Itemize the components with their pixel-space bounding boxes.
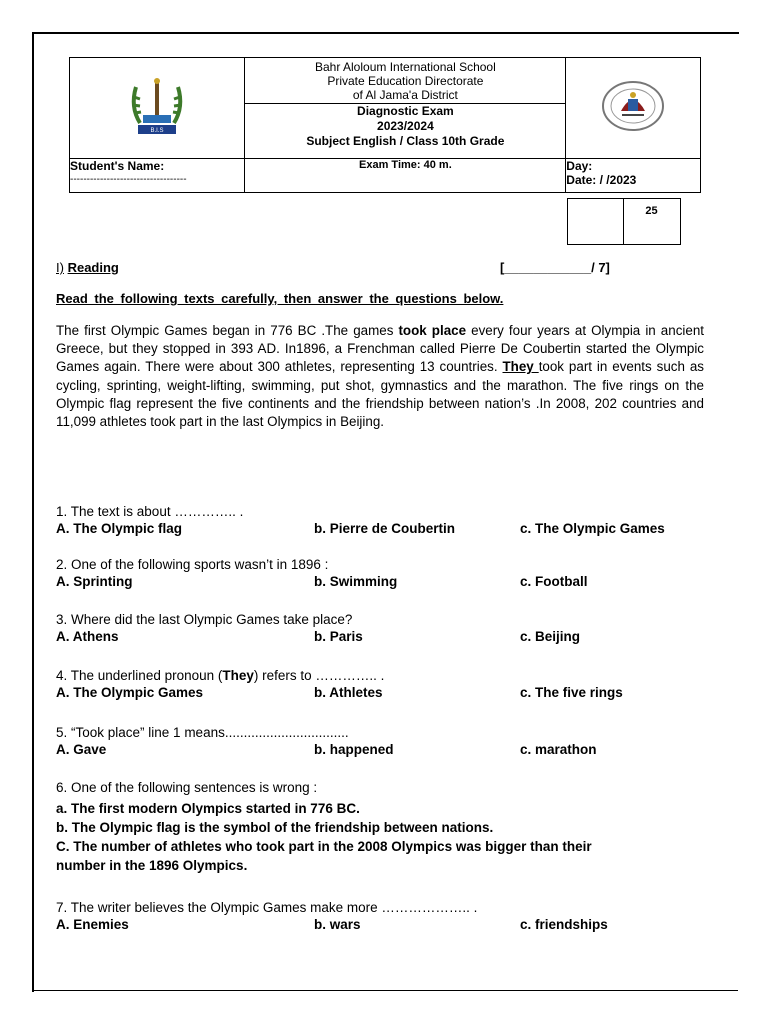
option-c[interactable]: c. The Olympic Games <box>520 521 665 536</box>
student-name-label: Student's Name: <box>70 159 165 173</box>
question-7 <box>56 899 716 935</box>
question-stem: 1. The text is about ………….. . <box>56 504 244 519</box>
question-1 <box>56 503 716 539</box>
option-c[interactable]: c. The five rings <box>520 685 623 700</box>
section-heading <box>56 260 119 275</box>
option-b[interactable]: b. Swimming <box>314 574 398 589</box>
option-c[interactable]: c. Football <box>520 574 588 589</box>
district: of Al Jama'a District <box>352 88 458 102</box>
exam-title: Diagnostic Exam <box>357 104 454 118</box>
section-number: I) <box>56 260 64 275</box>
option-a[interactable]: A. Athens <box>56 629 119 644</box>
option-a[interactable]: A. Enemies <box>56 917 129 932</box>
option-c[interactable]: c. friendships <box>520 917 608 932</box>
option-c-line-1[interactable]: C. The number of athletes who took part in the 2008 Olympics was bigger than their <box>56 839 592 854</box>
question-2 <box>56 556 716 592</box>
option-b[interactable]: b. happened <box>314 742 394 757</box>
day-date-cell <box>566 159 701 193</box>
question-stem: 3. Where did the last Olympic Games take place? <box>56 612 353 627</box>
option-a[interactable]: A. The Olympic flag <box>56 521 183 536</box>
question-stem: 7. The writer believes the Olympic Games make more ……………….. . <box>56 900 478 915</box>
section-title: Reading <box>67 260 119 275</box>
question-4 <box>56 667 716 703</box>
school-name: Bahr Aloloum International School <box>314 60 496 74</box>
student-name-cell <box>70 159 245 193</box>
question-stem: 4. The underlined pronoun (They) refers to ………….. . <box>56 668 385 683</box>
they-pronoun: They <box>502 359 539 375</box>
option-a[interactable]: a. The first modern Olympics started in 776 BC. <box>56 801 360 816</box>
option-b[interactable]: b. Pierre de Coubertin <box>314 521 456 536</box>
option-c-line-2[interactable]: number in the 1896 Olympics. <box>56 858 248 873</box>
reading-passage: The first Olympic Games began in 776 BC .The games took place every four years at Olympia in ancient Greece, but they stopped in 393 AD. In1896, a Frenchman called Pierre De Coubertin started the Olympic Games again. There were about 300 athletes, representing 13 countries. They took part in events such as cycling, sprinting, weight-lifting, swimming, put shot, gymnastics and the marathon. The five rings on the Olympic flag represent the five continents and the friendship between nation’s .In 2008, 202 countries and 11,099 athletes took part in the last Olympics in Beijing. <box>56 323 704 430</box>
option-a[interactable]: A. The Olympic Games <box>56 685 204 700</box>
section-mark: [____________/ 7] <box>500 260 610 275</box>
exam-header-table <box>69 57 701 193</box>
directorate: Private Education Directorate <box>327 74 484 88</box>
question-stem: 2. One of the following sports wasn’t in 1896 : <box>56 557 329 572</box>
day-label: Day: <box>566 159 593 173</box>
question-3 <box>56 611 716 647</box>
total-score: 25 <box>623 199 679 244</box>
school-logo <box>70 58 245 159</box>
question-stem: 5. “Took place” line 1 means................................. <box>56 725 349 740</box>
date-label: Date: / /2023 <box>566 173 637 187</box>
question-5 <box>56 724 716 760</box>
exam-time: Exam Time: 40 m. <box>245 159 566 193</box>
option-a[interactable]: A. Gave <box>56 742 107 757</box>
exam-subject: Subject English / Class 10th Grade <box>306 134 505 148</box>
option-c[interactable]: c. marathon <box>520 742 597 757</box>
school-info-cell <box>245 58 566 159</box>
question-6 <box>56 779 716 875</box>
option-b[interactable]: b. Paris <box>314 629 363 644</box>
took-place-phrase: took place <box>398 323 467 338</box>
svg-text:B.I.S: B.I.S <box>150 127 164 134</box>
score-box <box>567 198 681 245</box>
instructions: Read the following texts carefully, then answer the questions below. <box>56 291 504 306</box>
question-stem: 6. One of the following sentences is wrong : <box>56 780 318 795</box>
option-b[interactable]: b. wars <box>314 917 361 932</box>
option-c[interactable]: c. Beijing <box>520 629 581 644</box>
option-a[interactable]: A. Sprinting <box>56 574 133 589</box>
option-b[interactable]: b. Athletes <box>314 685 383 700</box>
student-name-line[interactable]: ----------------------------------- <box>70 174 187 185</box>
ministry-seal <box>566 58 701 159</box>
exam-year: 2023/2024 <box>377 119 434 133</box>
page-border-bottom <box>32 990 738 991</box>
option-b[interactable]: b. The Olympic flag is the symbol of the friendship between nations. <box>56 820 494 835</box>
